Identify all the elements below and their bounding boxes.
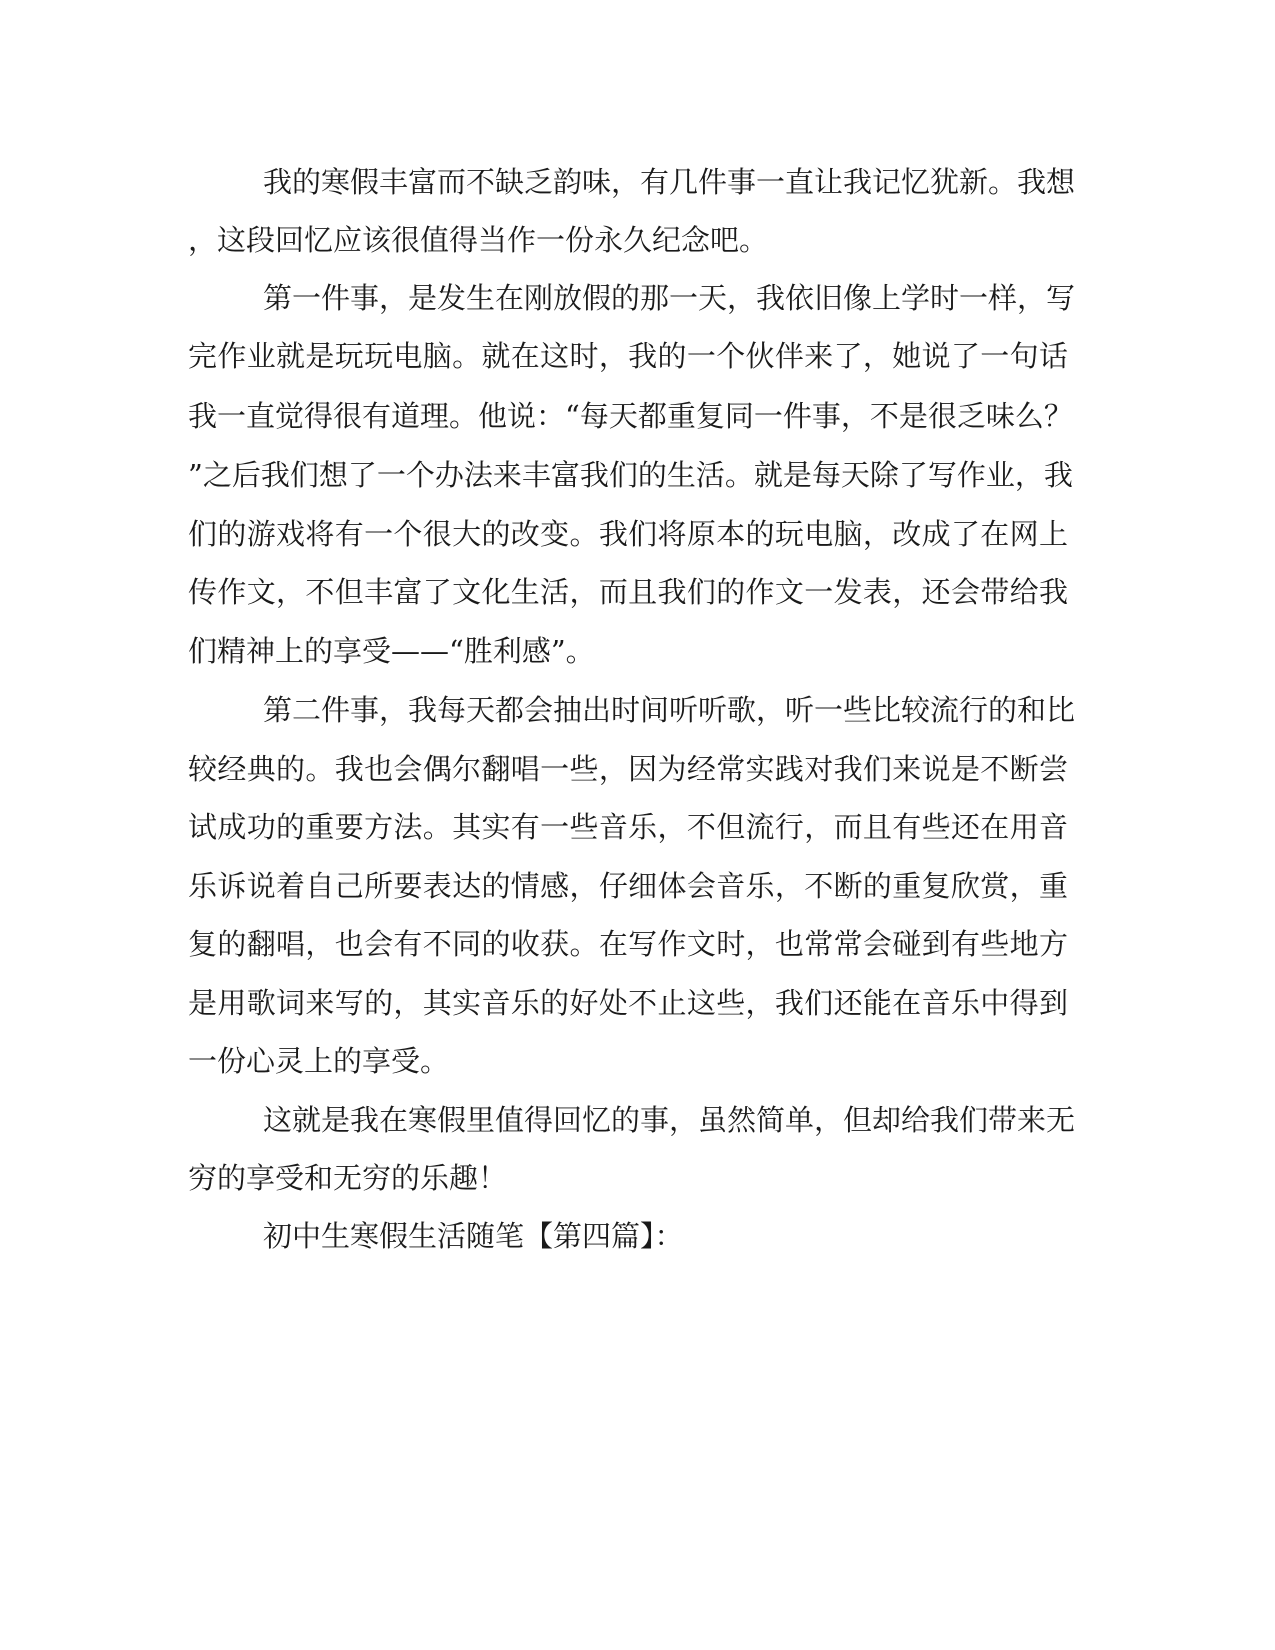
paragraph-3-line-4: 乐诉说着自己所要表达的情感，仔细体会音乐，不断的重复欣赏，重 (188, 869, 1068, 903)
paragraph-3-line-1: 第二件事，我每天都会抽出时间听听歌，听一些比较流行的和比 (263, 693, 1076, 727)
paragraph-2-line-7: 们精神上的享受——“胜利感”。 (188, 634, 595, 668)
paragraph-1-line-2: ，这段回忆应该很值得当作一份永久纪念吧。 (188, 223, 769, 257)
paragraph-4-line-2: 穷的享受和无穷的乐趣！ (188, 1161, 508, 1195)
paragraph-2-line-4: ”之后我们想了一个办法来丰富我们的生活。就是每天除了写作业，我 (188, 458, 1073, 492)
paragraph-2-line-5: 们的游戏将有一个很大的改变。我们将原本的玩电脑，改成了在网上 (188, 517, 1068, 551)
paragraph-3-line-5: 复的翻唱，也会有不同的收获。在写作文时，也常常会碰到有些地方 (188, 927, 1068, 961)
paragraph-2-line-3: 我一直觉得很有道理。他说：“每天都重复同一件事，不是很乏味么？ (188, 399, 1073, 433)
paragraph-3-line-6: 是用歌词来写的，其实音乐的好处不止这些，我们还能在音乐中得到 (188, 986, 1068, 1020)
paragraph-3-line-7: 一份心灵上的享受。 (188, 1044, 450, 1078)
section-heading: 初中生寒假生活随笔【第四篇】： (263, 1219, 684, 1253)
paragraph-2-line-6: 传作文，不但丰富了文化生活，而且我们的作文一发表，还会带给我 (188, 575, 1068, 609)
paragraph-3-line-2: 较经典的。我也会偶尔翻唱一些，因为经常实践对我们来说是不断尝 (188, 752, 1068, 786)
paragraph-2-line-2: 完作业就是玩玩电脑。就在这时，我的一个伙伴来了，她说了一句话 (188, 339, 1068, 373)
paragraph-1-line-1: 我的寒假丰富而不缺乏韵味，有几件事一直让我记忆犹新。我想 (263, 165, 1076, 199)
paragraph-4-line-1: 这就是我在寒假里值得回忆的事，虽然简单，但却给我们带来无 (263, 1103, 1076, 1137)
paragraph-3-line-3: 试成功的重要方法。其实有一些音乐，不但流行，而且有些还在用音 (188, 810, 1068, 844)
paragraph-2-line-1: 第一件事，是发生在刚放假的那一天，我依旧像上学时一样，写 (263, 281, 1076, 315)
